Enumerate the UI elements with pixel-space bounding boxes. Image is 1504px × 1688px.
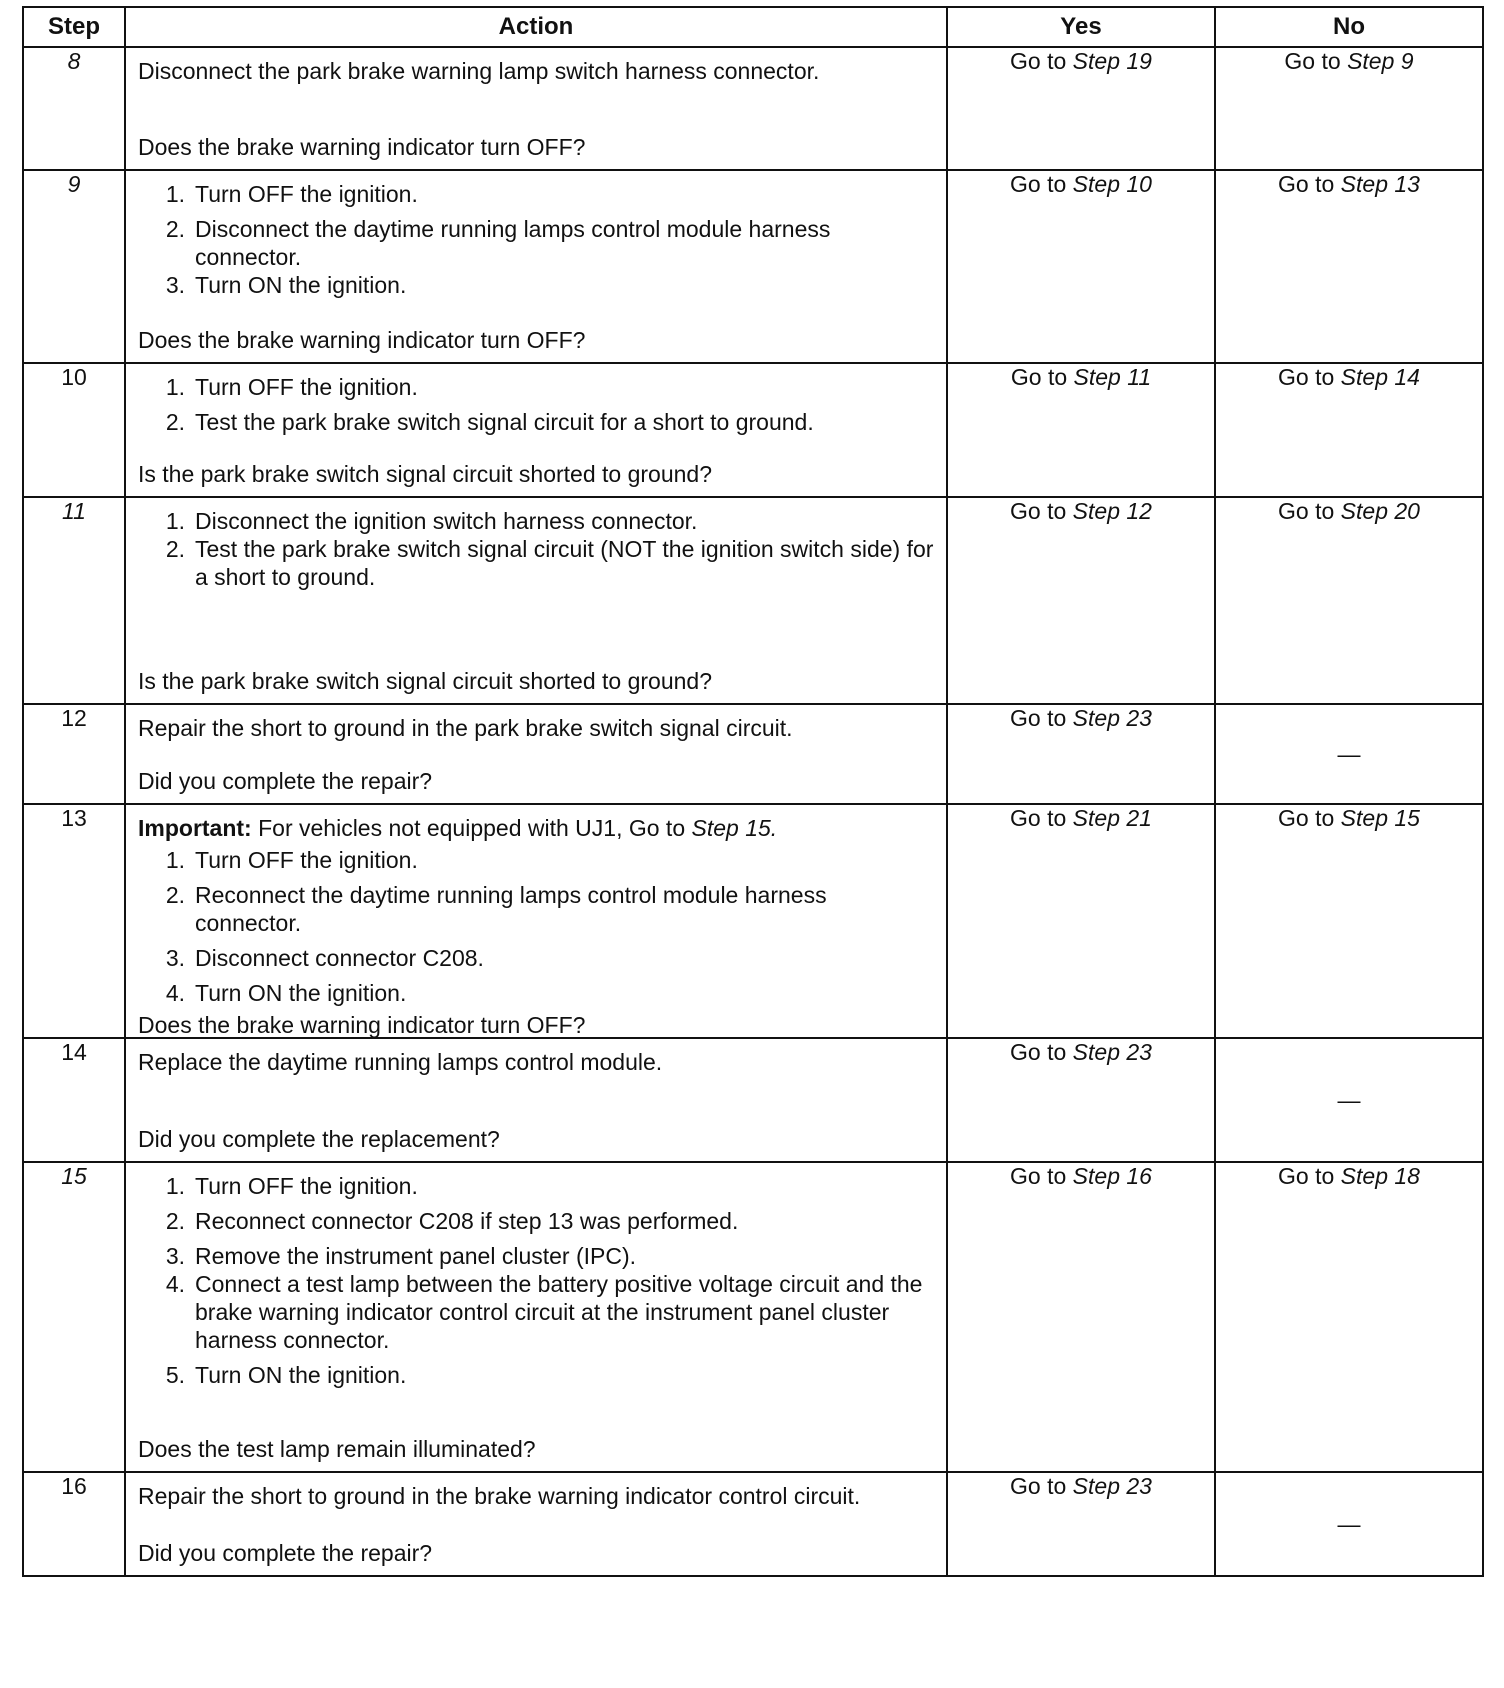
action-question: Does the brake warning indicator turn OFF?: [138, 134, 586, 160]
important-text: For vehicles not equipped with UJ1, Go to: [258, 815, 686, 841]
header-yes: Yes: [947, 7, 1215, 47]
no-cell: [1215, 1162, 1483, 1472]
no-step-ref: Step 14: [1340, 364, 1420, 390]
go-to-text: Go to: [1278, 171, 1335, 197]
no-cell: [1215, 363, 1483, 497]
step-row-8: [23, 47, 1483, 170]
no-cell: [1215, 704, 1483, 804]
action-step-item: 4. Connect a test lamp between the battery positive voltage circuit and the brake warning indicator control circuit at the instrument panel cluster harness connector.: [165, 1271, 923, 1353]
action-step-item: 2. Test the park brake switch signal circuit for a short to ground.: [165, 409, 814, 435]
go-to-text: Go to: [1284, 48, 1341, 74]
no-cell: [1215, 47, 1483, 170]
step-row-15: [23, 1162, 1483, 1472]
action-step-item: 1. Disconnect the ignition switch harness connector.: [165, 508, 698, 534]
no-cell: [1215, 497, 1483, 704]
action-step-item: 3. Turn ON the ignition.: [165, 272, 407, 298]
header-row: [23, 7, 1483, 47]
yes-cell: [947, 47, 1215, 170]
header-no: No: [1215, 7, 1483, 47]
yes-cell: [947, 704, 1215, 804]
no-cell: [1215, 1038, 1483, 1162]
yes-step-ref: Step 11: [1073, 364, 1152, 390]
important-step-ref: Step 15.: [691, 815, 778, 841]
diagnostic-table: [22, 6, 1484, 1577]
yes-step-ref: Step 12: [1072, 498, 1152, 524]
no-step-ref: Step 15: [1340, 805, 1420, 831]
header-action: Action: [125, 7, 947, 47]
go-to-text: Go to: [1278, 1163, 1335, 1189]
no-dash: —: [1337, 740, 1361, 767]
yes-cell: [947, 497, 1215, 704]
yes-cell: [947, 170, 1215, 363]
action-steps: [138, 1172, 934, 1396]
yes-cell: [947, 1038, 1215, 1162]
no-cell: [1215, 1472, 1483, 1576]
go-to-text: Go to: [1010, 48, 1067, 74]
action-question: Did you complete the replacement?: [138, 1126, 500, 1152]
action-intro: Disconnect the park brake warning lamp switch harness connector.: [138, 58, 820, 84]
action-cell: [125, 497, 947, 704]
action-step-item: 3. Remove the instrument panel cluster (IPC).: [165, 1243, 637, 1269]
yes-step-ref: Step 23: [1072, 1039, 1152, 1065]
action-question: Does the brake warning indicator turn OFF?: [138, 327, 586, 353]
action-step-item: 2. Disconnect the daytime running lamps control module harness connector.: [165, 216, 831, 270]
action-cell: [125, 804, 947, 1038]
go-to-text: Go to: [1010, 1163, 1067, 1189]
step-number: 8: [23, 47, 125, 170]
yes-cell: [947, 1162, 1215, 1472]
action-cell: [125, 704, 947, 804]
step-number: 13: [23, 804, 125, 1038]
action-cell: [125, 1162, 947, 1472]
action-cell: [125, 47, 947, 170]
action-cell: [125, 170, 947, 363]
step-number: 15: [23, 1162, 125, 1472]
header-step: Step: [23, 7, 125, 47]
step-row-14: [23, 1038, 1483, 1162]
diagnostic-table-page: [22, 6, 1482, 1686]
step-number: 11: [23, 497, 125, 704]
step-row-10: [23, 363, 1483, 497]
action-question: Did you complete the repair?: [138, 768, 433, 794]
go-to-text: Go to: [1010, 805, 1067, 831]
action-intro: Repair the short to ground in the brake warning indicator control circuit.: [138, 1483, 861, 1509]
go-to-text: Go to: [1278, 364, 1335, 390]
step-number: 16: [23, 1472, 125, 1576]
go-to-text: Go to: [1010, 498, 1067, 524]
yes-cell: [947, 363, 1215, 497]
action-steps: [138, 507, 934, 591]
go-to-text: Go to: [1010, 364, 1068, 390]
action-step-item: 4. Turn ON the ignition.: [165, 980, 407, 1006]
action-intro: Replace the daytime running lamps control module.: [138, 1049, 663, 1075]
action-step-item: 2. Reconnect connector C208 if step 13 was performed.: [165, 1208, 739, 1234]
yes-cell: [947, 1472, 1215, 1576]
action-step-item: 1. Turn OFF the ignition.: [165, 1173, 418, 1199]
action-steps: [138, 846, 934, 1007]
action-step-item: 1. Turn OFF the ignition.: [165, 374, 418, 400]
step-row-13: [23, 804, 1483, 1038]
yes-step-ref: Step 23: [1072, 705, 1152, 731]
step-row-11: [23, 497, 1483, 704]
action-steps: [138, 373, 934, 443]
no-dash: —: [1337, 1510, 1361, 1537]
action-cell: [125, 363, 947, 497]
action-question: Did you complete the repair?: [138, 1540, 433, 1566]
step-row-12: [23, 704, 1483, 804]
yes-step-ref: Step 21: [1072, 805, 1152, 831]
action-step-item: 1. Turn OFF the ignition.: [165, 181, 418, 207]
action-steps: [138, 180, 934, 306]
no-step-ref: Step 18: [1340, 1163, 1420, 1189]
action-cell: [125, 1038, 947, 1162]
go-to-text: Go to: [1010, 1473, 1067, 1499]
important-label: Important:: [138, 815, 252, 841]
action-step-item: 3. Disconnect connector C208.: [165, 945, 484, 971]
yes-step-ref: Step 10: [1072, 171, 1152, 197]
step-number: 12: [23, 704, 125, 804]
action-cell: [125, 1472, 947, 1576]
no-step-ref: Step 13: [1340, 171, 1420, 197]
action-question: Is the park brake switch signal circuit shorted to ground?: [138, 461, 713, 487]
go-to-text: Go to: [1278, 805, 1335, 831]
yes-cell: [947, 804, 1215, 1038]
go-to-text: Go to: [1010, 705, 1067, 731]
step-number: 10: [23, 363, 125, 497]
step-number: 14: [23, 1038, 125, 1162]
action-step-item: 1. Turn OFF the ignition.: [165, 847, 418, 873]
action-intro: Repair the short to ground in the park brake switch signal circuit.: [138, 715, 793, 741]
no-dash: —: [1337, 1086, 1361, 1113]
yes-step-ref: Step 23: [1072, 1473, 1152, 1499]
important-note: [138, 814, 934, 842]
step-row-9: [23, 170, 1483, 363]
step-row-16: [23, 1472, 1483, 1576]
yes-step-ref: Step 19: [1072, 48, 1152, 74]
no-cell: [1215, 804, 1483, 1038]
no-step-ref: Step 9: [1347, 48, 1414, 74]
action-step-item: 5. Turn ON the ignition.: [165, 1362, 407, 1388]
go-to-text: Go to: [1010, 1039, 1067, 1065]
go-to-text: Go to: [1278, 498, 1335, 524]
action-step-item: 2. Test the park brake switch signal circuit (NOT the ignition switch side) for a short to ground.: [165, 536, 934, 590]
go-to-text: Go to: [1010, 171, 1067, 197]
action-step-item: 2. Reconnect the daytime running lamps control module harness connector.: [165, 882, 827, 936]
action-question: Does the brake warning indicator turn OFF?: [138, 1012, 586, 1038]
no-step-ref: Step 20: [1340, 498, 1420, 524]
step-number: 9: [23, 170, 125, 363]
action-question: Does the test lamp remain illuminated?: [138, 1436, 536, 1462]
action-question: Is the park brake switch signal circuit shorted to ground?: [138, 668, 713, 694]
no-cell: [1215, 170, 1483, 363]
yes-step-ref: Step 16: [1072, 1163, 1152, 1189]
